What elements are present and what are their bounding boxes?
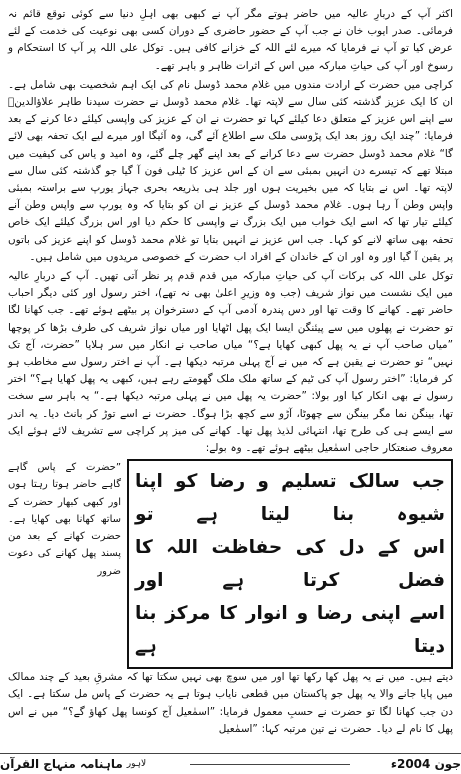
paragraph-4: دیتے ہیں۔ میں نے یہ پھل کھا رکھا تھا اور میں سوچ بھی نہیں سکتا تھا کہ مشرقِ بعید کے چند ممالک میں پایا جانے والا یہ پھل جو پاکستان میں قطعی نایاب ہوتا ہے یہ حضرت کے پاس مل سکتا ہے۔ ایک دن جب کھانا لگا تو حضرت نے حسبِ معمول فرمایا: ”اسمٰعیل آج کونسا پھل کھاؤ گے؟“ میں نے اس پھل کا نام لے دیا۔ حضرت نے تین مرتبہ کہا: ”اسمٰعیل: [8, 671, 453, 735]
pull-quote-line-1: جب سالک تسلیم و رضا کو اپنا شیوہ بنا لیتا ہے تو: [135, 471, 445, 526]
quote-row: [8, 459, 453, 669]
issue-date: جون 2004ء: [390, 757, 461, 771]
pull-quote-line-3: اسے اپنی رضا و انوار کا مرکز بنا دیتا ہے: [135, 603, 445, 658]
paragraph-1: اکثر آپ کے دربارِ عالیہ میں حاضر ہوتے مگر آپ نے کبھی بھی اہلِ دنیا سے کوئی توقع قائم نہ فرمائی۔ صدر ایوب خان نے جب آپ کے حضور حاضری کے دوران کسی بھی نوعیت کی خدمت کے لئے عرض کیا تو آپ نے فرمایا کہ میرے لئے اللہ کے خزانے کافی ہیں۔ توکل علی اللہ پر آپ کا استحکام و رسوخ اور آپ کی حیاتِ مبارکہ میں اس کے اثرات ظاہر و باہر تھے۔: [8, 8, 453, 72]
footer-left: [0, 757, 149, 771]
page-footer: [0, 753, 461, 774]
side-column: [8, 459, 121, 581]
magazine-city: لاہور: [126, 759, 147, 769]
side-paragraph: ”حضرت کے پاس گاہے گاہے حاضر ہوتا رہتا ہوں اور کبھی کبھار حضرت کے ساتھ کھانا بھی کھایا ہے۔ حضرت کھانے کے بعد من پسند پھل کھانے کی دعوت ضرور: [8, 462, 121, 577]
pull-quote-box: [127, 459, 453, 669]
magazine-name: ماہنامہ منہاج القرآن: [0, 757, 123, 771]
pull-quote-line-2: اس کے دل کی حفاظت اللہ کا فضل کرتا ہے اور: [135, 537, 445, 592]
paragraph-2: کراچی میں حضرت کے ارادت مندوں میں غلام محمد ڈوسل نام کی ایک اہم شخصیت بھی شامل ہے۔ ان کا ایک عزیز گذشتہ کئی سال سے لاپتہ تھا۔ غلام محمد ڈوسل نے حضرت سیدنا طاہر علاؤالدینؒ سے اپنے اس عزیز کے متعلق دعا کیلئے کہا تو حضرت نے ان کے عزیز کی واپسی کیلئے دعا کرنے کے بعد فرمایا: ”چند ایک روز بعد ایک پڑوسی ملک سے اطلاع آئے گی، وہ آئیگا اور میرے لیے ایک تحفہ بھی لائے گا“ غلام محمد ڈوسل حضرت سے دعا کرانے کے بعد اپنے گھر چلے گئے، وہ امید و یاس کی کیفیت میں مبتلا تھے کہ تیسرے دن انہیں بمبئی سے ان کے اس عزیز کا ٹیلی فون آ گیا جو گذشتہ کئی سال سے لاپتہ تھا۔ اس نے بتایا کہ میں بخیریت ہوں اور جلد ہی بذریعہ بحری جہاز یورپ سے براستہ بمبئی واپس وطن آ رہا ہوں۔ غلام محمد ڈوسل کے عزیز نے ان کو بتایا کہ وہ یورپ سے واپس وطن آنے کیلئے تیار تھا کہ اسے ایک خواب میں ایک بزرگ نے واپسی کا حکم دیا اور اس بزرگ کیلئے ایک خاص تحفہ بھی ساتھ لانے کو کہا۔ جب اس عزیز نے انہیں بتایا تو غلام محمد ڈوسل کو اپنے عزیز کی باتوں پر یقین آ گیا اور وہ اور ان کے خاندان کے افراد اب حضرت کے خصوصی مریدوں میں شامل ہیں۔: [8, 78, 453, 263]
page-content: [8, 6, 453, 768]
footer-divider: [190, 764, 350, 765]
paragraph-3: توکل علی اللہ کی برکات آپ کی حیاتِ مبارکہ میں قدم قدم پر نظر آتی تھیں۔ آپ کے دربارِ عالیہ میں ایک نشست میں نواز شریف (جب وہ وزیرِ اعلیٰ بھی نہ تھے)، اختر رسول اور کئی دیگر احباب حاضر تھے۔ کھانے کا وقت تھا اور دس پندرہ آدمی آپ کے دسترخوان پر بیٹھے ہوئے تھے۔ جب کھانا لگا تو حضرت نے پھلوں میں سے پیئنگن ایسا ایک پھل اٹھایا اور میاں نواز شریف کی طرف بڑھا کر پوچھا ”میاں صاحب آپ نے یہ پھل کبھی کھایا ہے؟“ میاں صاحب نے انکار میں سر ہلایا ”حضرت، آج تک نہیں“ تو حضرت نے یقین ہے کہ میں نے آج پہلی مرتبہ دیکھا ہے۔ آپ نے اختر رسول سے مخاطب ہو کر فرمایا: ”اختر رسول آپ کی ٹیم کے ساتھ ملک ملک گھومتے رہے ہیں، کبھی یہ پھل کھایا ہے؟“ اختر رسول نے بھی انکار کیا اور بولا: ”حضرت یہ پھل میں نے پہلی مرتبہ دیکھا ہے۔“ یہ باہر سے سخت تھا، بینگن نما مگر بینگن سے چھوٹا، آڑو سے کچھ بڑا ہوگا۔ حضرت نے اسے توڑ کر بانٹ دیا۔ یہ اندر سے ایسے ہی کی طرح تھا، انتہائی لذیذ پھل تھا۔ کھانے کی میز پر کراچی سے تشریف لائے ہوئے ایک معروف صنعتکار حاجی اسمٰعیل بیٹھے ہوئے تھے۔ وہ بولے:: [8, 270, 453, 455]
